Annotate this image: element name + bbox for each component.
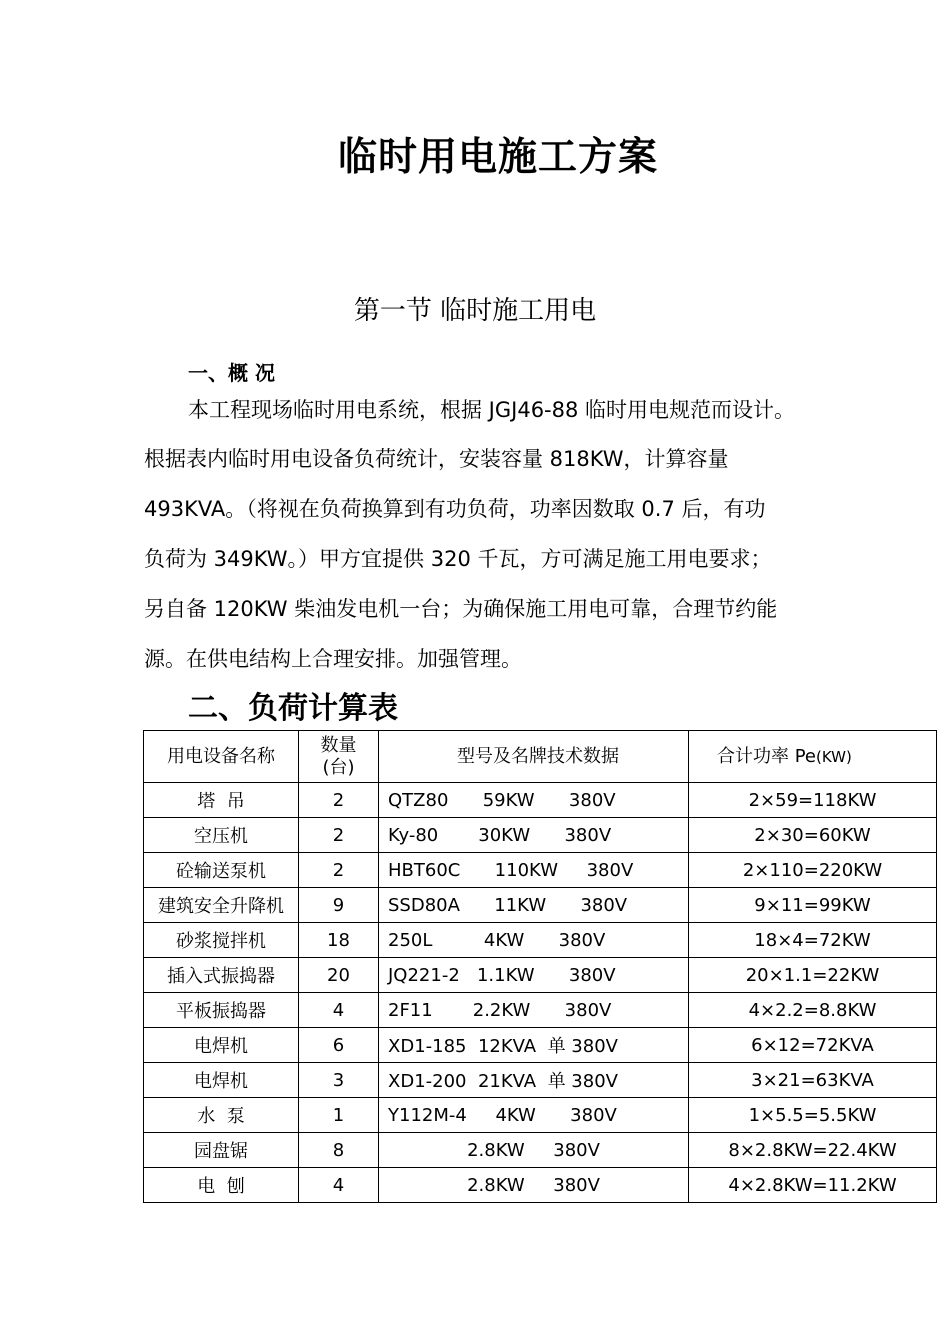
cell-spec: 2.8KW 380V (379, 1133, 689, 1168)
paragraph-line: 本工程现场临时用电系统，根据 JGJ46-88 临时用电规范而设计。 (188, 398, 796, 422)
paragraph-line: 根据表内临时用电设备负荷统计，安装容量 818KW，计算容量 (144, 447, 729, 471)
cell-spec: Ky-80 30KW 380V (379, 818, 689, 853)
cell-spec: 2.8KW 380V (379, 1168, 689, 1203)
paragraph-line: 另自备 120KW 柴油发电机一台；为确保施工用电可靠，合理节约能 (144, 597, 778, 621)
cell-total: 3×21=63KVA (689, 1063, 937, 1098)
cell-qty: 1 (299, 1098, 379, 1133)
cell-qty: 9 (299, 888, 379, 923)
cell-total: 1×5.5=5.5KW (689, 1098, 937, 1133)
cell-spec: Y112M-4 4KW 380V (379, 1098, 689, 1133)
cell-spec: XD1-200 21KVA 单 380V (379, 1063, 689, 1098)
cell-name: 园盘锯 (144, 1133, 299, 1168)
cell-qty: 8 (299, 1133, 379, 1168)
cell-qty: 4 (299, 1168, 379, 1203)
table-row (144, 783, 937, 818)
document-title: 临时用电施工方案 (337, 135, 658, 180)
paragraph-line: 负荷为 349KW。）甲方宜提供 320 千瓦，方可满足施工用电要求； (144, 547, 772, 571)
table-row (144, 923, 937, 958)
header-qty-line1: 数量 (320, 734, 357, 756)
cell-qty: 4 (299, 993, 379, 1028)
table-row (144, 1028, 937, 1063)
cell-qty: 18 (299, 923, 379, 958)
cell-name: 空压机 (144, 818, 299, 853)
cell-total: 2×110=220KW (689, 853, 937, 888)
header-qty (299, 731, 379, 783)
cell-name: 建筑安全升降机 (144, 888, 299, 923)
cell-total: 2×30=60KW (689, 818, 937, 853)
cell-name: 平板振捣器 (144, 993, 299, 1028)
table-row (144, 958, 937, 993)
cell-name: 插入式振捣器 (144, 958, 299, 993)
header-total (689, 731, 937, 783)
cell-total: 4×2.2=8.8KW (689, 993, 937, 1028)
cell-name: 水 泵 (144, 1098, 299, 1133)
cell-name: 电 刨 (144, 1168, 299, 1203)
cell-spec: XD1-185 12KVA 单 380V (379, 1028, 689, 1063)
cell-name: 塔 吊 (144, 783, 299, 818)
cell-total: 20×1.1=22KW (689, 958, 937, 993)
paragraph-line: 源。在供电结构上合理安排。加强管理。 (144, 647, 522, 671)
cell-spec: 2F11 2.2KW 380V (379, 993, 689, 1028)
cell-total: 9×11=99KW (689, 888, 937, 923)
cell-qty: 20 (299, 958, 379, 993)
cell-qty: 2 (299, 783, 379, 818)
cell-name: 砼输送泵机 (144, 853, 299, 888)
section-title: 第一节 临时施工用电 (353, 296, 597, 326)
table-header-row (144, 731, 937, 783)
header-name: 用电设备名称 (144, 731, 299, 783)
table-row (144, 993, 937, 1028)
load-calculation-table (143, 730, 937, 1203)
cell-name: 电焊机 (144, 1028, 299, 1063)
cell-name: 砂浆搅拌机 (144, 923, 299, 958)
table-row (144, 1063, 937, 1098)
header-spec: 型号及名牌技术数据 (379, 731, 689, 783)
cell-qty: 2 (299, 853, 379, 888)
cell-total: 6×12=72KVA (689, 1028, 937, 1063)
table-row (144, 1133, 937, 1168)
cell-total: 18×4=72KW (689, 923, 937, 958)
table-row (144, 888, 937, 923)
cell-qty: 2 (299, 818, 379, 853)
table-row (144, 818, 937, 853)
cell-name: 电焊机 (144, 1063, 299, 1098)
header-total-unit: (KW) (816, 747, 852, 766)
cell-total: 2×59=118KW (689, 783, 937, 818)
cell-total: 8×2.8KW=22.4KW (689, 1133, 937, 1168)
table-row (144, 1098, 937, 1133)
cell-spec: JQ221-2 1.1KW 380V (379, 958, 689, 993)
table-row (144, 853, 937, 888)
paragraph-line: 493KVA。（将视在负荷换算到有功负荷，功率因数取 0.7 后，有功 (144, 497, 766, 521)
cell-spec: 250L 4KW 380V (379, 923, 689, 958)
table-heading: 二、负荷计算表 (188, 691, 398, 726)
cell-spec: SSD80A 11KW 380V (379, 888, 689, 923)
cell-spec: HBT60C 110KW 380V (379, 853, 689, 888)
header-total-label: 合计功率 Pe (717, 745, 817, 767)
cell-total: 4×2.8KW=11.2KW (689, 1168, 937, 1203)
cell-qty: 3 (299, 1063, 379, 1098)
cell-spec: QTZ80 59KW 380V (379, 783, 689, 818)
cell-qty: 6 (299, 1028, 379, 1063)
header-qty-line2: (台) (322, 756, 355, 778)
table-row (144, 1168, 937, 1203)
overview-heading: 一、概 况 (188, 361, 275, 385)
